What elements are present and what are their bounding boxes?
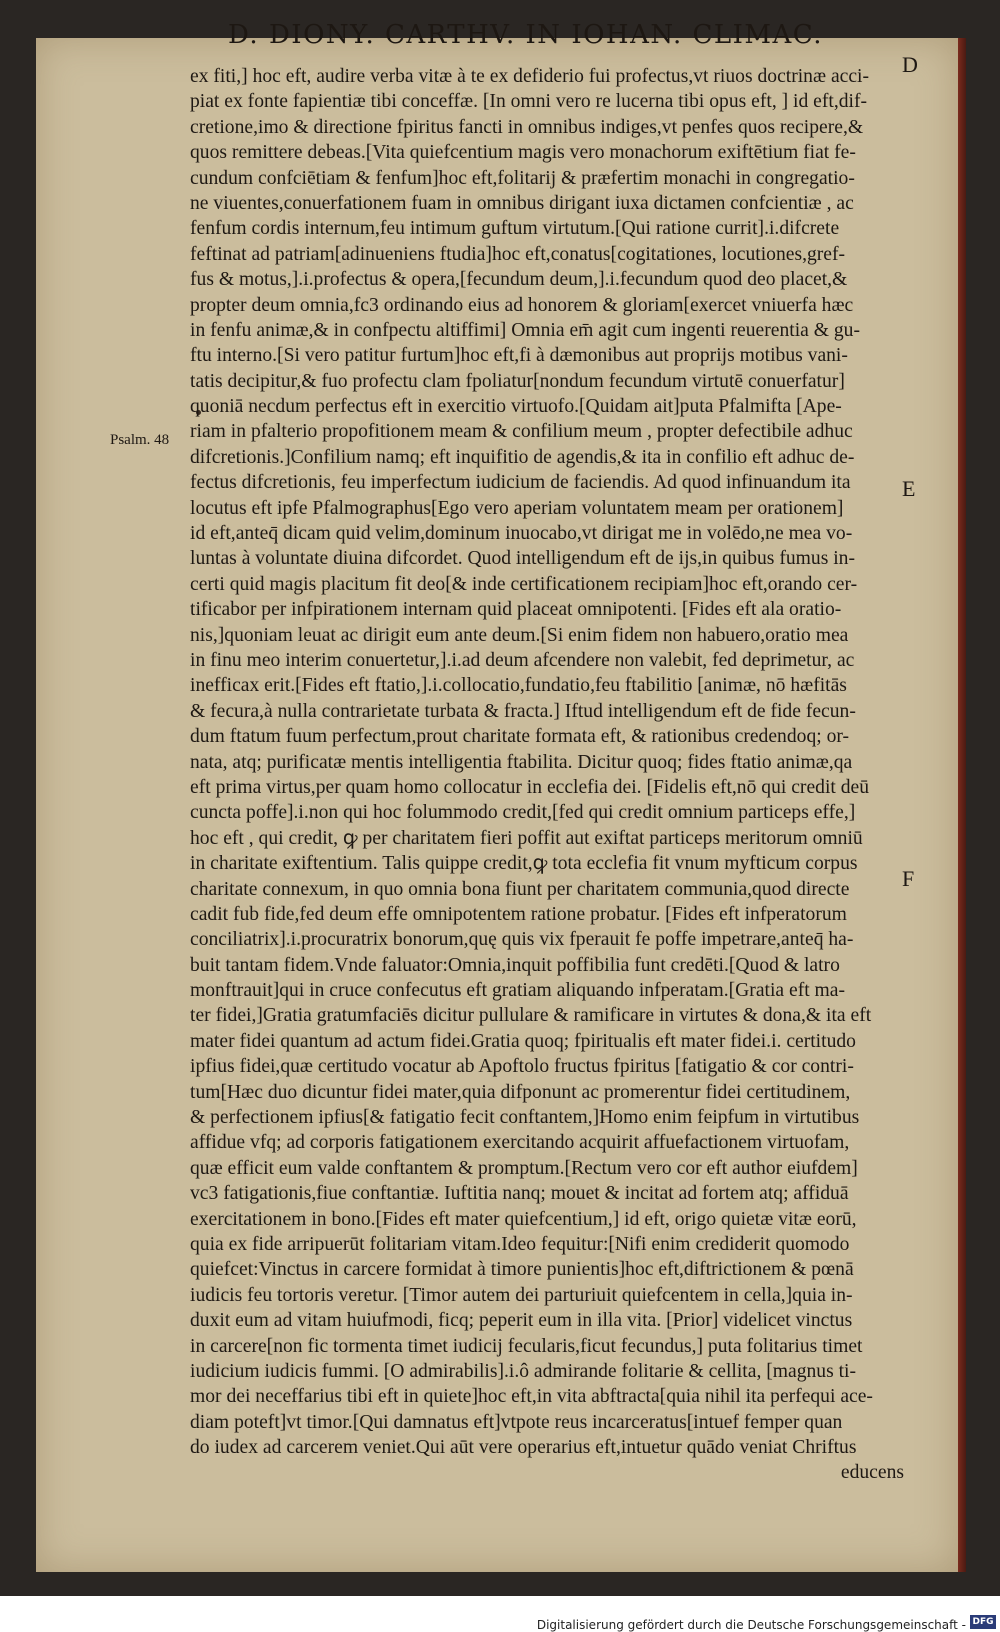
section-marker-e: E [902,476,916,501]
text-line: monftrauit]qui in cruce confecutus eft gratiam aliquando infperatam.[Gratia eft ma- [190,980,846,1002]
text-line: cretione,imo & directione fpiritus fancti in omnibus indiges,vt penfes quos recipere,& [190,116,864,138]
margin-note: Psalm. 48 [110,432,170,448]
text-line: vc3 fatigationis,fiue conftantiæ. Iuftitia nanq; mouet & incitat ad fortem atq; affiduā [190,1183,849,1205]
text-line: ftu interno.[Si vero patitur furtum]hoc eft,fi à dæmonibus aut proprijs motibus vani- [190,345,848,367]
text-line: ex fiti,] hoc eft, audire verba vitæ à te ex defiderio fui profectus,vt riuos doctrinæ acci- [190,66,869,87]
text-line: exercitationem in bono.[Fides eft mater quiefcentium,] id eft, origo quietæ vitæ eorū, [190,1208,857,1230]
text-line: charitate connexum, in quo omnia bona fiunt per charitatem communia,quod directe [190,878,850,900]
text-line: ne viuentes,conuerfationem fuam in omnibus dirigant iuxa dictamen confcientiæ , ac [190,192,854,214]
text-line: propter deum omnia,fc3 ordinando eius ad honorem & gloriam[exercet vniuerfa hæc [190,294,854,316]
text-line: nis,]quoniam leuat ac dirigit eum ante deum.[Si enim fidem non habuero,oratio mea [190,624,849,646]
text-line: riam in pfalterio propofitionem meam & confilium meum , propter defectibile adhuc [190,421,853,443]
text-line: quoniā necdum perfectus eft in exercitio virtuofo.[Quidam ait]puta Pfalmifta [Ape- [190,396,842,418]
text-line: do iudex ad carcerem veniet.Qui aūt vere operarius eft,intuetur quādo veniat Chriftus [190,1437,857,1459]
body-text [190,64,934,1486]
text-line: inefficax erit.[Fides eft ftatio,].i.collocatio,fundatio,feu ftabilitio [animæ, nō hæfitās [190,675,847,697]
page-edge [958,38,966,1572]
text-line: quiefcet:Vinctus in carcere formidat à timore punientis]hoc eft,diftrictionem & pœnā [190,1259,854,1281]
text-line: feftinat ad patriam[adinueniens ftudia]hoc eft,conatus[cogitationes, locutiones,gref- [190,243,846,265]
text-line: tatis decipitur,& fuo profectu clam fpoliatur[nondum fecundum virtutē conuerfatur] [190,370,845,392]
text-line: mater fidei quantum ad actum fidei.Gratia quoq; fpiritualis eft mater fidei.i. certitudo [190,1030,856,1052]
text-line: cundum confciētiam & fenfum]hoc eft,folitarij & præfertim monachi in congregatio- [190,167,855,189]
text-line: certi quid magis placitum fit deo[& inde certificationem recipiam]hoc eft,orando cer- [190,573,858,595]
running-header: D. DIONY. CARTHV. IN IOHAN. CLIMAC. [228,20,824,50]
text-line: tificabor per infpirationem internam quid placeat omnipotenti. [Fides eft ala oratio- [190,599,842,621]
text-line: diam poteft]vt timor.[Qui damnatus eft]vtpote reus incarceratus[intuef femper quan [190,1411,843,1433]
text-line: & fecura,à nulla contrarietate turbata & fracta.] Iftud intelligendum eft de fide fecun- [190,700,856,722]
text-line: luntas à voluntate diuina difcordet. Quod intelligendum eft de ijs,in quibus fumus in- [190,548,855,570]
section-marker-d: D [902,52,918,77]
text-line: nata, atq; purificatæ mentis intelligentia ftabilita. Dicitur quoq; fides ftatio animæ,qa [190,751,853,773]
footer-credit: Digitalisierung gefördert durch die Deutsche Forschungsgemeinschaft - [536,1618,966,1632]
section-marker-f: F [902,866,915,891]
text-line: in finu meo interim conuertetur,].i.ad deum afcendere non valebit, fed deprimetur, ac [190,649,855,671]
text-line: quia ex fide arripuerūt folitariam vitam.Ideo fequitur:[Nifi enim crediderit quomodo [190,1233,850,1255]
text-line: iudicis feu tortoris veretur. [Timor autem dei parturiuit quiefcentem in cella,]quia in- [190,1284,853,1306]
text-line: & perfectionem ipfius[& fatigatio fecit conftantem,]Homo enim feipfum in virtutibus [190,1107,860,1129]
text-line: quæ efficit eum valde conftantem & promptum.[Rectum vero cor eft author eiufdem] [190,1157,858,1179]
text-line: dum ftatum fuum perfectum,prout charitate formata eft, & rationibus credendoq; or- [190,726,850,748]
text-line: in charitate exiftentium. Talis quippe credit,ꝙ tota ecclefia fit vnum myfticum corpus [190,853,858,875]
text-line: quos remittere debeas.[Vita quiefcentium magis vero monachorum exiftētium fiat fe- [190,142,856,164]
catchword: educens [840,1462,904,1484]
text-line: piat ex fonte fapientiæ tibi conceffæ. [In omni vero re lucerna tibi opus eft, ] id eft,dif- [190,91,868,113]
text-line: cadit fub fide,fed deum effe omnipotentem ratione probatur. [Fides eft infperatorum [190,903,847,925]
text-line: affidue vfq; ad corporis fatigationem exercitando acquirit affuefactionem virtuofam, [190,1132,850,1154]
dfg-logo: DFG [970,1615,996,1629]
text-line: ipfius fidei,quæ certitudo vocatur ab Apoftolo fructus fpiritus [fatigatio & cor contri- [190,1056,854,1078]
text-line: duxit eum ad vitam huiufmodi, ficq; peperit eum in illa vita. [Prior] videlicet vinctus [190,1310,853,1332]
text-line: eft prima virtus,per quam homo collocatur in ecclefia dei. [Fidelis eft,nō qui credit deū [190,776,870,798]
text-line: id eft,anteq̄ dicam quid velim,dominum inuocabo,vt dirigat me in volēdo,ne mea vo- [190,523,853,545]
text-line: in carcere[non fic tormenta timet iudicij fecularis,ficut fecundus,] puta folitarius timet [190,1335,863,1357]
text-line: fectus difcretionis, feu imperfectum iudicium de faciendis. Ad quod infinuandum ita [190,472,851,494]
text-line: difcretionis.]Confilium namq; eft inquifitio de agendis,& ita in confilio eft adhuc de- [190,446,855,468]
text-line: ter fidei,]Gratia gratumfaciēs dicitur pullulare & ramificare in virtutes & dona,& ita eft [190,1005,872,1027]
text-line: cuncta poffe].i.non qui hoc folummodo credit,[fed qui credit omnium particeps effe,] [190,802,856,824]
text-line: mor dei neceffarius tibi eft in quiete]hoc eft,in vita abftracta[quia nihil ita perfequi ace- [190,1386,873,1408]
text-line: fenfum cordis internum,feu intimum guftum virtutum.[Qui ratione currit].i.difcrete [190,218,840,240]
text-line: locutus eft ipfe Pfalmographus[Ego vero aperiam voluntatem meam per orationem] [190,497,844,519]
text-line: fus & motus,].i.profectus & opera,[fecundum deum,].i.fecundum quod deo placet,& [190,269,848,291]
text-line: iudicium iudicis fummi. [O admirabilis].i.ô admirande folitarie & cellita, [magnus ti- [190,1360,857,1382]
text-line: in fenfu animæ,& in confpectu altiffimi] Omnia em̄ agit cum ingenti reuerentia & gu- [190,319,860,341]
text-line: conciliatrix].i.procuratrix bonorum,quę quis vix fperauit fe poffe impetrare,anteq̄ ha- [190,929,854,951]
text-line: buit tantam fidem.Vnde faluator:Omnia,inquit poffibilia funt credēti.[Quod & latro [190,954,840,976]
text-line: hoc eft , qui credit, ꝙ per charitatem fieri poffit aut exiftat particeps meritorum omniū [190,827,863,849]
text-line: tum[Hæc duo dicuntur fidei mater,quia difponunt ac promerentur fidei certitudinem, [190,1081,851,1103]
